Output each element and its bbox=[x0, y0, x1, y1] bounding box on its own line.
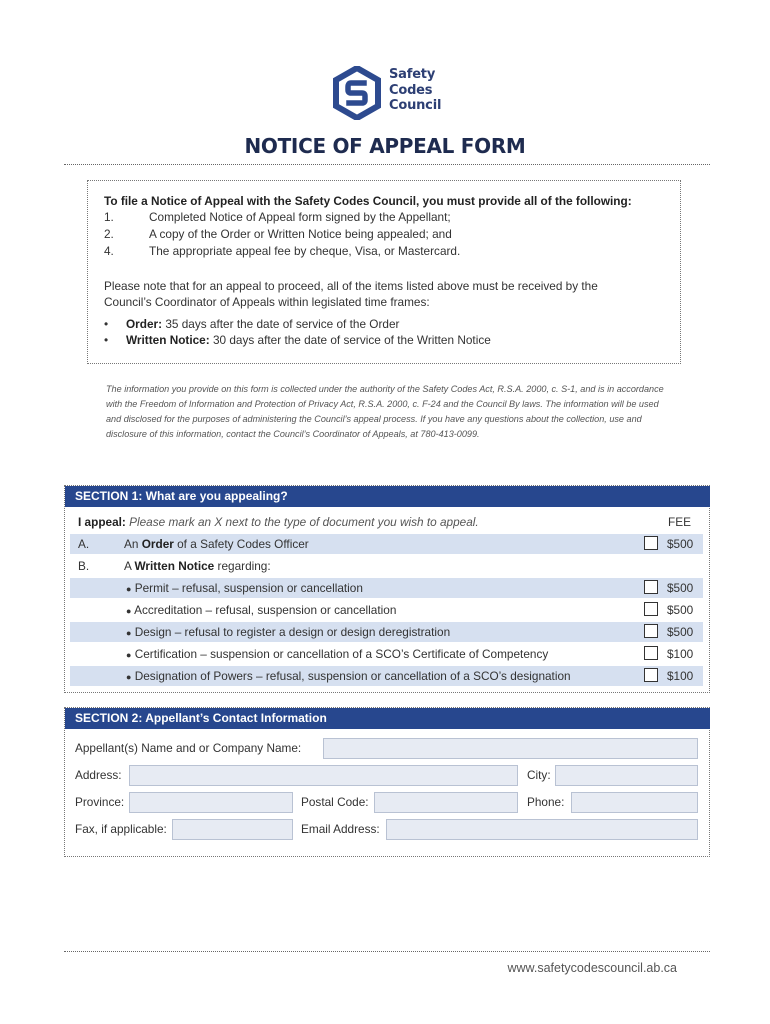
row-description: An Order of a Safety Codes Officer bbox=[124, 537, 309, 551]
province-field[interactable] bbox=[129, 792, 293, 813]
fee-column-header: FEE bbox=[668, 515, 691, 529]
bullet-icon: ● bbox=[126, 672, 132, 682]
deadline-bullet-written-notice bbox=[104, 333, 491, 347]
phone-field[interactable] bbox=[571, 792, 698, 813]
requirements-note-line1: Please note that for an appeal to proceed, all of the items listed above must be received by the bbox=[104, 279, 598, 293]
written-notice-item bbox=[70, 600, 703, 620]
postal-code-label: Postal Code: bbox=[301, 795, 369, 809]
logo-text-line3: Council bbox=[389, 98, 442, 113]
appeal-row-order bbox=[70, 534, 703, 554]
req-item-text: Completed Notice of Appeal form signed by the Appellant; bbox=[149, 210, 451, 224]
fee-amount: $500 bbox=[667, 581, 694, 595]
section1-instruction-row bbox=[70, 512, 703, 532]
deadline-text: 35 days after the date of service of the Order bbox=[162, 317, 400, 331]
city-field[interactable] bbox=[555, 765, 698, 786]
phone-label: Phone: bbox=[527, 795, 565, 809]
bullet-icon: ● bbox=[126, 606, 132, 616]
row-description: A Written Notice regarding: bbox=[124, 559, 271, 573]
logo-text-line2: Codes bbox=[389, 82, 433, 98]
name-label: Appellant(s) Name and or Company Name: bbox=[75, 741, 302, 755]
deadline-text: 30 days after the date of service of the Written Notice bbox=[209, 333, 491, 347]
page-title: NOTICE OF APPEAL FORM bbox=[244, 134, 526, 158]
designation-checkbox[interactable] bbox=[644, 668, 658, 682]
item-description: ● Certification – suspension or cancellation of a SCO’s Certificate of Competency bbox=[126, 647, 549, 661]
written-notice-item bbox=[70, 666, 703, 686]
email-label: Email Address: bbox=[301, 822, 380, 836]
bullet-icon: ● bbox=[126, 584, 132, 594]
req-item-text: The appropriate appeal fee by cheque, Visa, or Mastercard. bbox=[149, 244, 461, 258]
section1-header: SECTION 1: What are you appealing? bbox=[65, 486, 710, 507]
item-description: ● Permit – refusal, suspension or cancellation bbox=[126, 581, 363, 595]
written-notice-item bbox=[70, 644, 703, 664]
design-checkbox[interactable] bbox=[644, 624, 658, 638]
fax-field[interactable] bbox=[172, 819, 293, 840]
row-letter: A. bbox=[78, 537, 90, 551]
req-item-num: 4. bbox=[104, 244, 114, 258]
accreditation-checkbox[interactable] bbox=[644, 602, 658, 616]
deadline-bullet-order bbox=[104, 317, 400, 331]
city-label: City: bbox=[527, 768, 551, 782]
permit-checkbox[interactable] bbox=[644, 580, 658, 594]
instruction-text: Please mark an X next to the type of document you wish to appeal. bbox=[125, 515, 479, 529]
scc-logo bbox=[333, 66, 453, 122]
bullet-icon: • bbox=[104, 317, 109, 331]
section2-header: SECTION 2: Appellant’s Contact Information bbox=[65, 708, 710, 729]
logo-text-line1: Safety bbox=[389, 67, 436, 82]
row-letter: B. bbox=[78, 559, 90, 573]
fee-amount: $500 bbox=[667, 537, 694, 551]
postal-code-field[interactable] bbox=[374, 792, 518, 813]
bullet-icon: • bbox=[104, 333, 109, 347]
req-item-num: 1. bbox=[104, 210, 114, 224]
requirements-note-line2: Council’s Coordinator of Appeals within legislated time frames: bbox=[104, 295, 430, 309]
fee-amount: $500 bbox=[667, 603, 694, 617]
appeal-row-written-notice bbox=[70, 556, 703, 576]
title-divider bbox=[64, 164, 710, 165]
item-description: ● Design – refusal to register a design or design deregistration bbox=[126, 625, 451, 639]
written-notice-item bbox=[70, 578, 703, 598]
deadline-label: Written Notice: bbox=[126, 333, 210, 347]
fee-amount: $100 bbox=[667, 647, 694, 661]
written-notice-item bbox=[70, 622, 703, 642]
instruction-label: I appeal: bbox=[78, 515, 126, 529]
item-description: ● Designation of Powers – refusal, suspension or cancellation of a SCO’s designation bbox=[126, 669, 571, 683]
item-description: ● Accreditation – refusal, suspension or cancellation bbox=[126, 603, 397, 617]
email-field[interactable] bbox=[386, 819, 698, 840]
privacy-notice: The information you provide on this form is collected under the authority of the Safety Codes Act, R.S.A. 2000, c. S-1, and is in accordance with the Freedom of Information and Protection of Privacy Act, R.S.A. 2000, c. F-24 and the Council By laws. The information will be used and disclosed for the purposes of administering the Council’s appeal process. If you have any questions about the collection, use and disclosure of this information, contact the Council’s Coordinator of Appeals, at 780-413-0099. bbox=[106, 384, 664, 439]
footer-divider bbox=[64, 951, 710, 952]
website-link[interactable]: www.safetycodescouncil.ab.ca bbox=[507, 961, 677, 975]
fee-amount: $100 bbox=[667, 669, 694, 683]
fax-label: Fax, if applicable: bbox=[75, 822, 167, 836]
req-item-text: A copy of the Order or Written Notice being appealed; and bbox=[149, 227, 452, 241]
requirements-intro: To file a Notice of Appeal with the Safety Codes Council, you must provide all of the following: bbox=[104, 194, 632, 208]
province-label: Province: bbox=[75, 795, 125, 809]
order-checkbox[interactable] bbox=[644, 536, 658, 550]
address-label: Address: bbox=[75, 768, 122, 782]
scc-logo-icon bbox=[333, 66, 381, 120]
certification-checkbox[interactable] bbox=[644, 646, 658, 660]
req-item-num: 2. bbox=[104, 227, 114, 241]
deadline-label: Order: bbox=[126, 317, 163, 331]
bullet-icon: ● bbox=[126, 650, 132, 660]
address-field[interactable] bbox=[129, 765, 518, 786]
bullet-icon: ● bbox=[126, 628, 132, 638]
fee-amount: $500 bbox=[667, 625, 694, 639]
name-field[interactable] bbox=[323, 738, 698, 759]
